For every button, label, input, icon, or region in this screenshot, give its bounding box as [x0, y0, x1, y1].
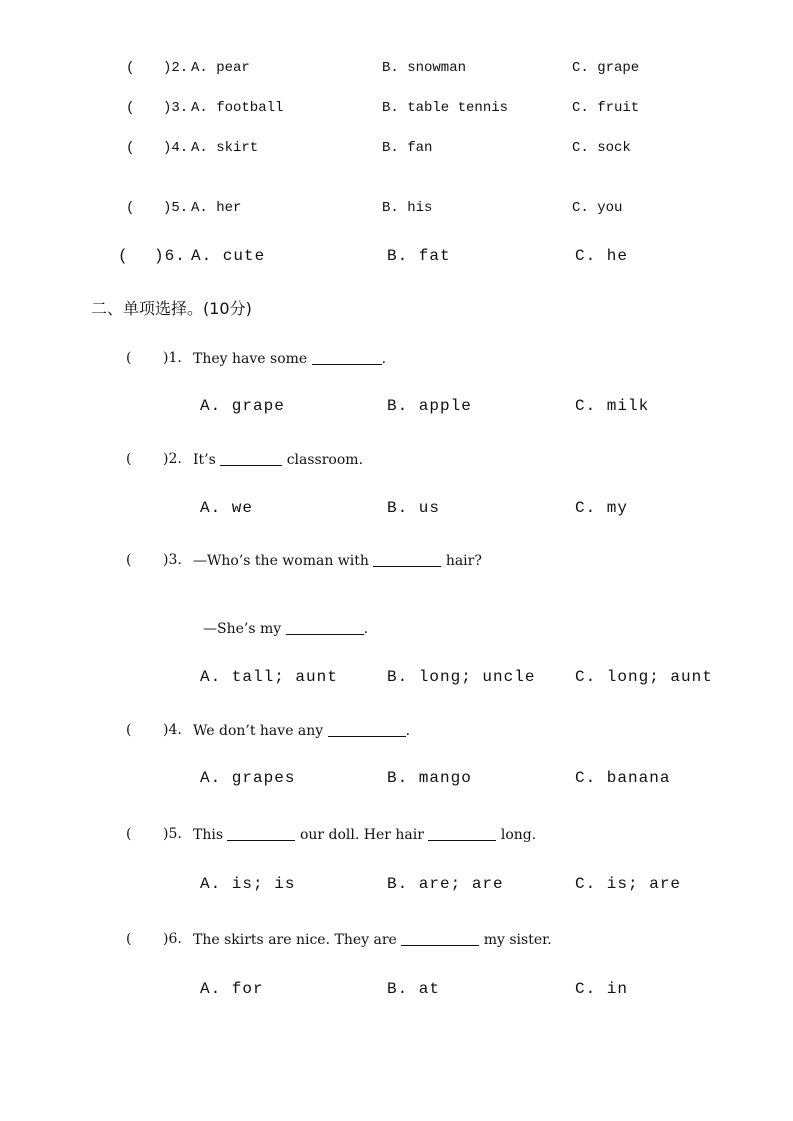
stem-text: .	[405, 723, 411, 739]
answer-paren: (	[126, 140, 135, 156]
option-a: A. is; is	[200, 875, 296, 893]
answer-blank	[220, 451, 282, 466]
question-text	[193, 722, 410, 739]
answer-paren: (	[126, 200, 135, 216]
answer-paren: (	[126, 451, 132, 467]
question-number: )3.	[163, 552, 182, 568]
question-number: )4.	[163, 140, 189, 156]
answer-blank	[401, 931, 479, 946]
option-c: C. banana	[575, 769, 671, 787]
answer-paren: (	[126, 722, 132, 738]
option-b: B. fat	[387, 247, 451, 265]
option-c: C. in	[575, 980, 629, 998]
stem-text: .	[363, 621, 369, 637]
stem-text: We don’t have any	[193, 723, 324, 739]
option-b: B. fan	[382, 140, 433, 156]
stem-text: long.	[500, 827, 537, 843]
option-a: A. her	[191, 200, 242, 216]
question-number: )5.	[163, 200, 189, 216]
option-a: A. pear	[191, 60, 250, 76]
option-c: C. long; aunt	[575, 668, 713, 686]
answer-paren: (	[118, 247, 129, 265]
answer-blank	[373, 552, 441, 567]
option-b: B. at	[387, 980, 441, 998]
stem-text: our doll. Her hair	[299, 827, 424, 843]
option-b: B. his	[382, 200, 433, 216]
option-b: B. mango	[387, 769, 472, 787]
question-number: )4.	[163, 722, 182, 738]
option-c: C. you	[572, 200, 623, 216]
answer-paren: (	[126, 350, 132, 366]
option-c: C. grape	[572, 60, 640, 76]
question-number: )6.	[163, 931, 182, 947]
option-b: B. are; are	[387, 875, 504, 893]
answer-paren: (	[126, 826, 132, 842]
question-number: )5.	[163, 826, 182, 842]
option-c: C. milk	[575, 397, 650, 415]
option-a: A. tall; aunt	[200, 668, 338, 686]
option-a: A. cute	[191, 247, 266, 265]
stem-text: classroom.	[286, 452, 364, 468]
question-text	[193, 931, 552, 948]
option-b: B. us	[387, 499, 441, 517]
answer-blank	[227, 826, 295, 841]
option-b: B. apple	[387, 397, 472, 415]
option-a: A. football	[191, 100, 284, 116]
stem-text: hair?	[445, 553, 482, 569]
question-text	[193, 826, 536, 843]
stem-text: The skirts are nice. They are	[193, 932, 397, 948]
option-c: C. he	[575, 247, 629, 265]
option-a: A. for	[200, 980, 264, 998]
option-a: A. skirt	[191, 140, 259, 156]
stem-text: They have some	[193, 351, 308, 367]
answer-blank	[328, 722, 406, 737]
answer-blank	[312, 350, 382, 365]
option-b: B. long; uncle	[387, 668, 536, 686]
question-number: )6.	[154, 247, 186, 265]
answer-blank	[428, 826, 496, 841]
option-c: C. is; are	[575, 875, 682, 893]
option-b: B. snowman	[382, 60, 467, 76]
option-a: A. grapes	[200, 769, 296, 787]
answer-paren: (	[126, 100, 135, 116]
question-text	[193, 451, 363, 468]
question-number: )2.	[163, 60, 189, 76]
stem-text: —She’s my	[203, 621, 282, 637]
answer-paren: (	[126, 552, 132, 568]
answer-paren: (	[126, 931, 132, 947]
section-heading: 二、单项选择。(10分)	[91, 299, 252, 318]
question-number: )3.	[163, 100, 189, 116]
option-a: A. we	[200, 499, 254, 517]
option-c: C. my	[575, 499, 629, 517]
stem-text: It’s	[193, 452, 216, 468]
question-text	[193, 350, 386, 367]
option-c: C. sock	[572, 140, 631, 156]
stem-text: —Who’s the woman with	[193, 553, 369, 569]
stem-text: This	[193, 827, 224, 843]
question-number: )2.	[163, 451, 182, 467]
question-text	[193, 552, 482, 569]
question-text-line2	[203, 620, 368, 637]
option-b: B. table tennis	[382, 100, 509, 116]
option-a: A. grape	[200, 397, 285, 415]
answer-blank	[286, 620, 364, 635]
stem-text: my sister.	[483, 932, 552, 948]
stem-text: .	[381, 351, 387, 367]
option-c: C. fruit	[572, 100, 640, 116]
question-number: )1.	[163, 350, 182, 366]
answer-paren: (	[126, 60, 135, 76]
